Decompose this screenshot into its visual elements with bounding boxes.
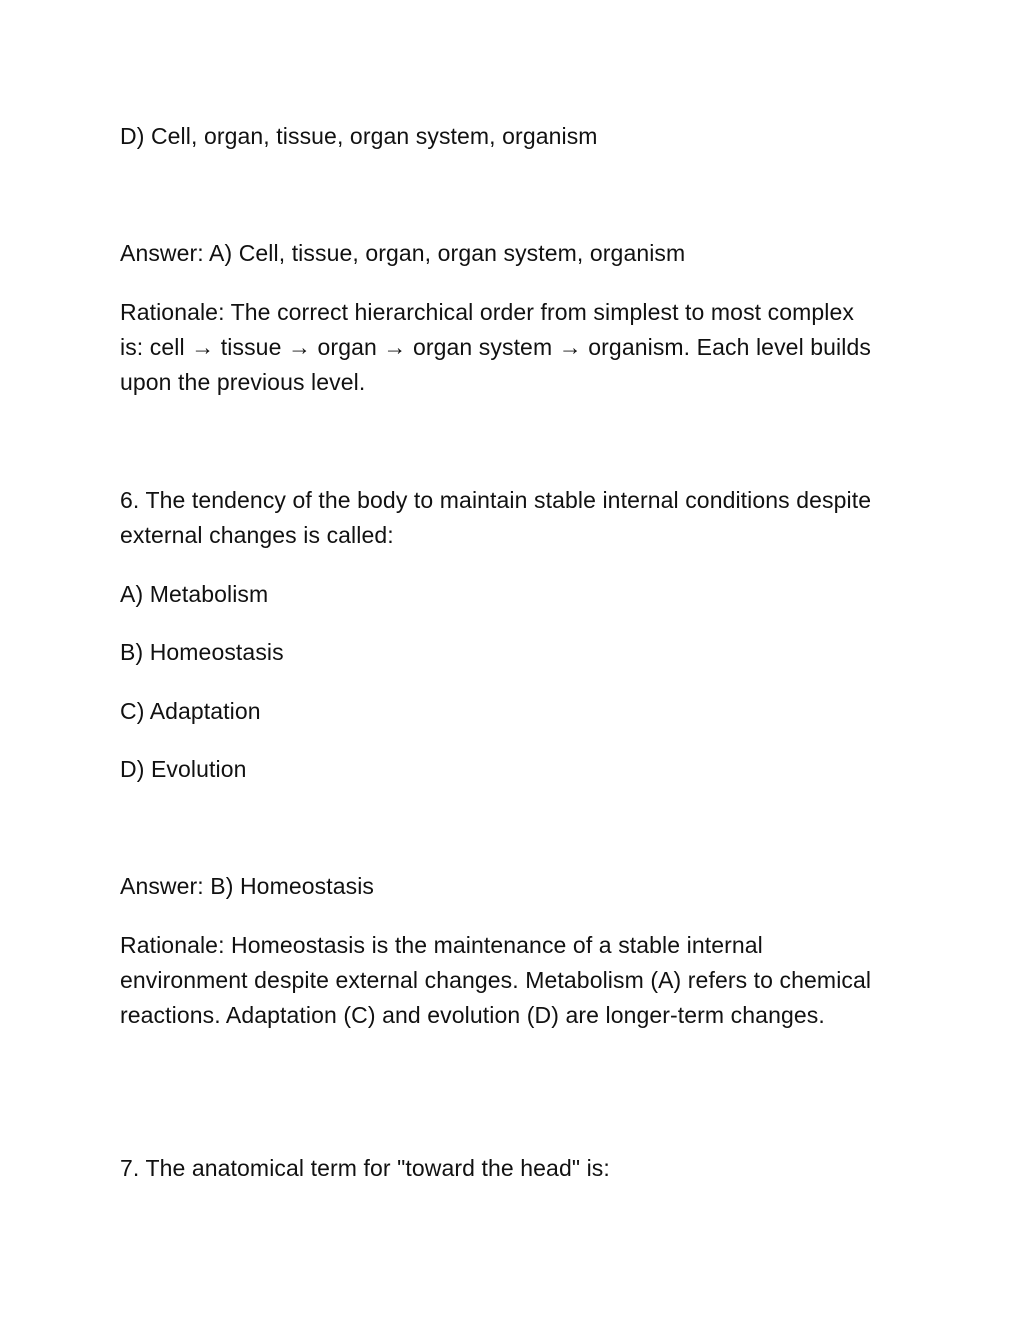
option-c-text: C) Adaptation	[120, 698, 261, 724]
option-d-text: D) Cell, organ, tissue, organ system, organism	[120, 123, 598, 149]
rationale-text: Rationale: The correct hierarchical order from simplest to most complex is: cell → tissue → organ → organ system → organism. Each level builds upon the previous level.	[120, 299, 871, 395]
answer-text: Answer: B) Homeostasis	[120, 873, 374, 899]
question-stem: 6. The tendency of the body to maintain stable internal conditions despite external changes is called:	[120, 487, 872, 548]
option-d-text: D) Evolution	[120, 756, 247, 782]
option-a-text: A) Metabolism	[120, 581, 269, 607]
option-b-text: B) Homeostasis	[120, 639, 284, 665]
answer-text: Answer: A) Cell, tissue, organ, organ system, organism	[120, 240, 686, 266]
question-stem: 7. The anatomical term for "toward the head" is:	[120, 1155, 610, 1181]
rationale-text: Rationale: Homeostasis is the maintenance of a stable internal environment despite external changes. Metabolism (A) refers to chemical reactions. Adaptation (C) and evolution (D) are longer-term changes.	[120, 932, 872, 1028]
